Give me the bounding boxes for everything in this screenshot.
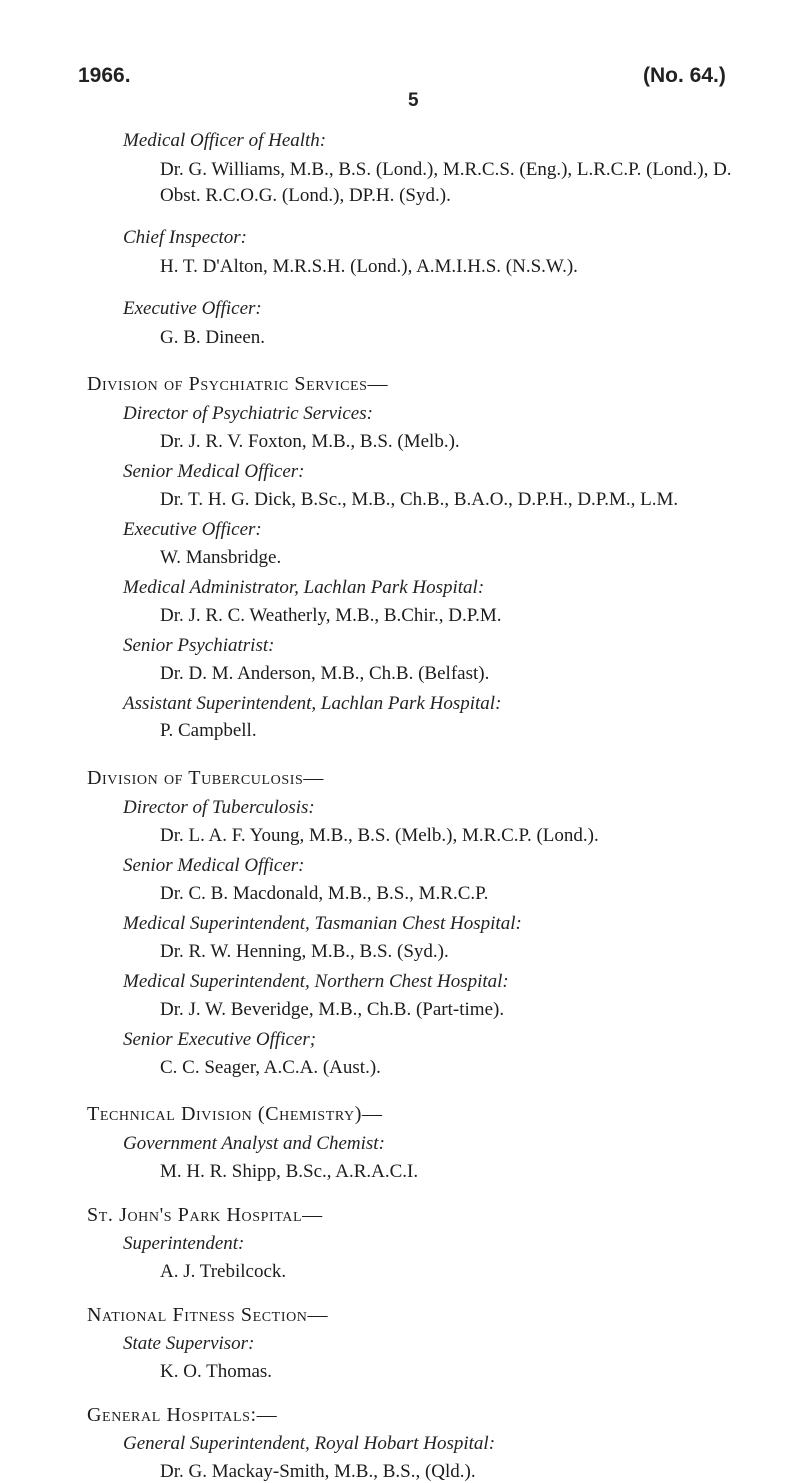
division-heading: Division of Tuberculosis— [87,767,324,789]
entry-role: Executive Officer: [123,298,262,319]
entry-role: Medical Officer of Health: [123,130,327,151]
entry-name: P. Campbell. [160,720,257,741]
entry-name: G. B. Dineen. [160,327,266,348]
entry-role: Executive Officer: [123,519,262,540]
entry-role: State Supervisor: [123,1333,255,1354]
entry-role: Government Analyst and Chemist: [123,1133,385,1154]
entry-name: M. H. R. Shipp, B.Sc., A.R.A.C.I. [160,1161,419,1182]
entry-role: Medical Superintendent, Tasmanian Chest Hospital: [123,913,522,934]
entry-role: Director of Tuberculosis: [123,797,315,818]
entry-name: A. J. Trebilcock. [160,1261,287,1282]
header-year: 1966. [78,64,131,87]
entry-role: Medical Administrator, Lachlan Park Hospital: [123,577,485,598]
division-heading: General Hospitals:— [87,1404,278,1426]
entry-role: Chief Inspector: [123,227,248,248]
entry-name: Dr. J. W. Beveridge, M.B., Ch.B. (Part-time). [160,999,505,1020]
entry-name: Dr. J. R. C. Weatherly, M.B., B.Chir., D.P.M. [160,605,502,626]
entry-role: Senior Psychiatrist: [123,635,275,656]
entry-name: Dr. C. B. Macdonald, M.B., B.S., M.R.C.P. [160,883,489,904]
page-number: 5 [408,90,419,111]
entry-role: Senior Medical Officer: [123,461,305,482]
entry-name: Obst. R.C.O.G. (Lond.), DP.H. (Syd.). [160,185,451,206]
entry-name: C. C. Seager, A.C.A. (Aust.). [160,1057,381,1078]
entry-role: Director of Psychiatric Services: [123,403,373,424]
entry-name: Dr. D. M. Anderson, M.B., Ch.B. (Belfast). [160,663,490,684]
division-heading: National Fitness Section— [87,1304,329,1326]
division-heading: Division of Psychiatric Services— [87,373,389,395]
entry-name: H. T. D'Alton, M.R.S.H. (Lond.), A.M.I.H.S. (N.S.W.). [160,256,578,277]
entry-role: General Superintendent, Royal Hobart Hospital: [123,1433,496,1454]
entry-name: Dr. R. W. Henning, M.B., B.S. (Syd.). [160,941,449,962]
entry-name: Dr. L. A. F. Young, M.B., B.S. (Melb.), M.R.C.P. (Lond.). [160,825,599,846]
entry-name: Dr. T. H. G. Dick, B.Sc., M.B., Ch.B., B.A.O., D.P.H., D.P.M., L.M. [160,489,679,510]
entry-role: Senior Executive Officer; [123,1029,317,1050]
division-heading: Technical Division (Chemistry)— [87,1103,383,1125]
entry-role: Medical Superintendent, Northern Chest Hospital: [123,971,509,992]
entry-name: Dr. J. R. V. Foxton, M.B., B.S. (Melb.). [160,431,460,452]
entry-role: Superintendent: [123,1233,245,1254]
entry-name: Dr. G. Mackay-Smith, M.B., B.S., (Qld.). [160,1461,476,1482]
entry-name: Dr. G. Williams, M.B., B.S. (Lond.), M.R.C.S. (Eng.), L.R.C.P. (Lond.), D. [160,159,732,180]
entry-role: Senior Medical Officer: [123,855,305,876]
entry-name: K. O. Thomas. [160,1361,273,1382]
division-heading: St. John's Park Hospital— [87,1204,323,1226]
header-number: (No. 64.) [643,64,726,87]
entry-role: Assistant Superintendent, Lachlan Park Hospital: [123,693,502,714]
entry-name: W. Mansbridge. [160,547,282,568]
